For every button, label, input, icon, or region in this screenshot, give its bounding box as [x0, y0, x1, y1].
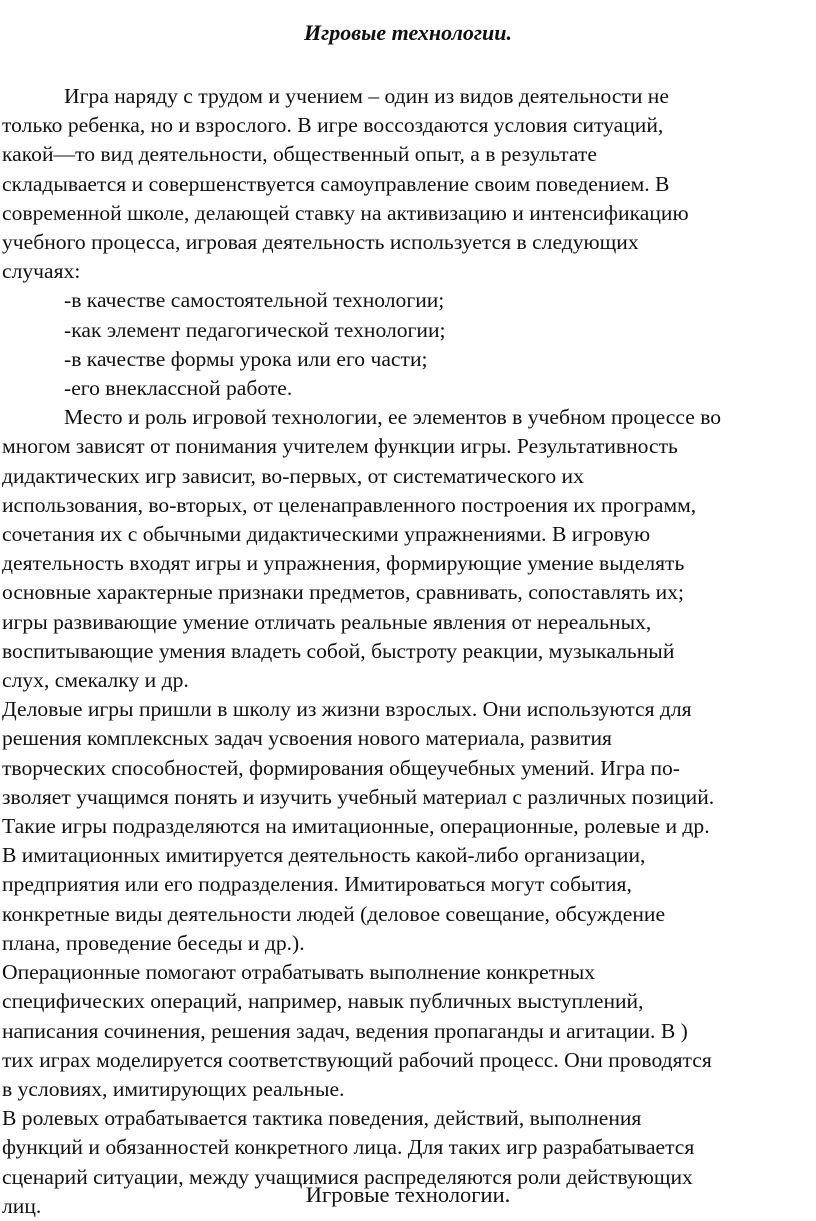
text-line: дидактических игр зависит, во-первых, от систематического их	[2, 463, 584, 488]
text-line: специфических операций, например, навык публичных выступлений,	[2, 989, 644, 1014]
text-line: Место и роль игровой технологии, ее элементов в учебном процессе во	[64, 405, 722, 430]
text-line: В ролевых отрабатывается тактика поведения, действий, выполнения	[2, 1106, 642, 1131]
document-body	[2, 82, 814, 1221]
text-line: зволяет учащимся понять и изучить учебный материал с различных позиций.	[2, 784, 715, 809]
list-item: -в качестве самостоятельной технологии;	[64, 288, 445, 313]
text-line: многом зависят от понимания учителем функции игры. Результативность	[2, 434, 678, 459]
document-title: Игровые технологии.	[304, 20, 512, 45]
list-item: -его внеклассной работе.	[64, 376, 293, 401]
text-line: предприятия или его подразделения. Имитироваться могут события,	[2, 872, 632, 897]
text-line: творческих способностей, формирования общеучебных умений. Игра по-	[2, 755, 680, 780]
text-line: В имитационных имитируется деятельность какой-либо организации,	[2, 843, 646, 868]
text-line: лиц.	[2, 1193, 42, 1218]
text-line: использования, во-вторых, от целенаправленного построения их программ,	[2, 492, 697, 517]
text-line: воспитывающие умения владеть собой, быстроту реакции, музыкальный	[2, 638, 675, 663]
text-line: написания сочинения, решения задач, ведения пропаганды и агитации. В )	[2, 1018, 688, 1043]
text-line: решения комплексных задач усвоения нового материала, развития	[2, 726, 612, 751]
text-line: тих играх моделируется соответствующий рабочий процесс. Они проводятся	[2, 1047, 712, 1072]
footer-title: Игровые технологии.	[305, 1182, 511, 1207]
text-line: слух, смекалку и др.	[2, 668, 189, 693]
text-line: какой—то вид деятельности, общественный опыт, а в результате	[2, 142, 597, 167]
text-line: современной школе, делающей ставку на активизацию и интенсификацию	[2, 200, 689, 225]
list-item: -как элемент педагогической технологии;	[64, 317, 446, 342]
text-line: основные характерные признаки предметов, сравнивать, сопоставлять их;	[2, 580, 685, 605]
text-line: конкретные виды деятельности людей (деловое совещание, обсуждение	[2, 901, 666, 926]
list-item: -в качестве формы урока или его части;	[64, 346, 428, 371]
text-line: складывается и совершенствуется самоуправление своим поведением. В	[2, 171, 670, 196]
text-line: случаях:	[2, 259, 81, 284]
text-line: Игра наряду с трудом и учением – один из видов деятельности не	[64, 84, 669, 108]
text-line: плана, проведение беседы и др.).	[2, 930, 305, 955]
text-line: в условиях, имитирующих реальные.	[2, 1076, 345, 1101]
text-line: Деловые игры пришли в школу из жизни взрослых. Они используются для	[2, 697, 692, 722]
text-line: функций и обязанностей конкретного лица. Для таких игр разрабатывается	[2, 1135, 695, 1160]
text-line: только ребенка, но и взрослого. В игре воссоздаются условия ситуаций,	[2, 113, 664, 138]
text-line: Операционные помогают отрабатывать выполнение конкретных	[2, 960, 596, 985]
text-line: учебного процесса, игровая деятельность используется в следующих	[2, 230, 639, 255]
text-line: сценарий ситуации, между учащимися распределяются роли действующих	[2, 1164, 693, 1189]
text-line: Такие игры подразделяются на имитационные, операционные, ролевые и др.	[2, 814, 710, 839]
text-line: игры развивающие умение отличать реальные явления от нереальных,	[2, 609, 652, 634]
text-line: деятельность входят игры и упражнения, формирующие умение выделять	[2, 551, 685, 576]
text-line: сочетания их с обычными дидактическими упражнениями. В игровую	[2, 522, 651, 547]
